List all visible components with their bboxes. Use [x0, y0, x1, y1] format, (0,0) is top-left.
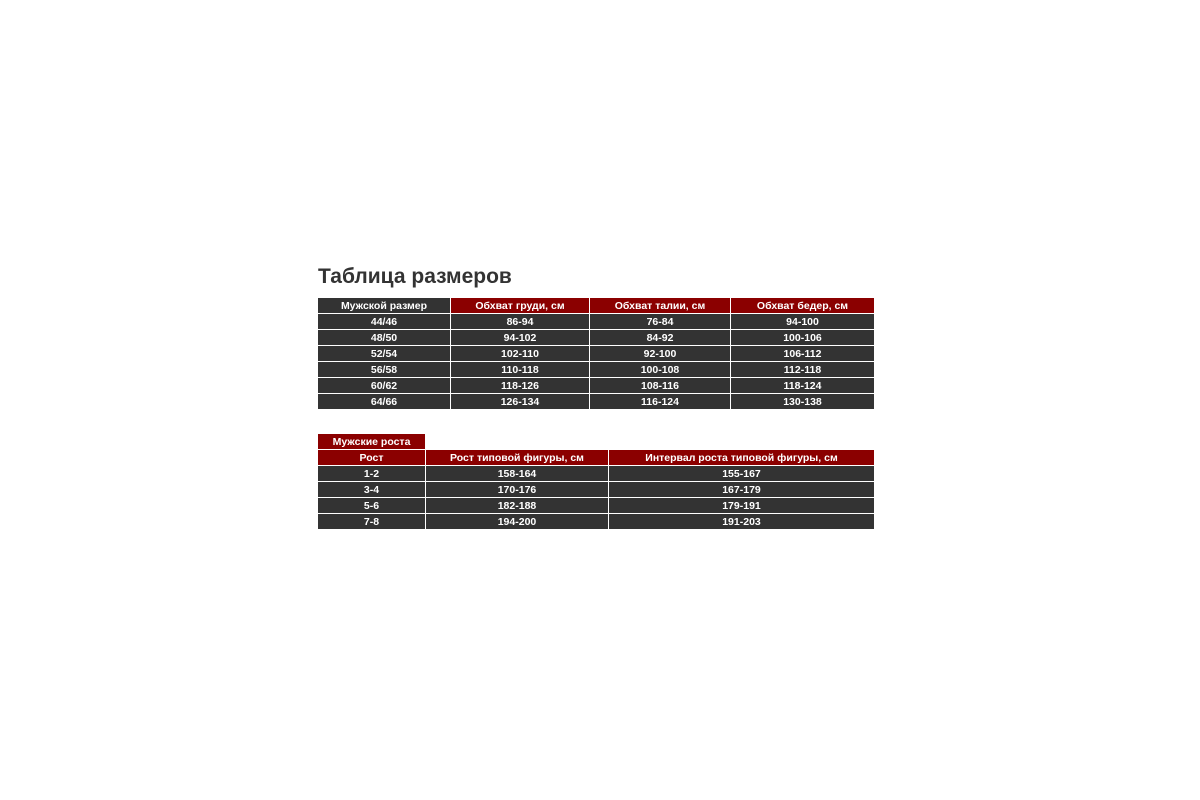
table-header-row — [318, 298, 875, 314]
cell-waist: 84-92 — [590, 330, 731, 346]
cell-height: 3-4 — [318, 482, 426, 498]
mens-size-table — [317, 297, 875, 410]
column-header-height-interval: Интервал роста типовой фигуры, см — [609, 450, 875, 466]
table-row — [318, 394, 875, 410]
cell-size: 60/62 — [318, 378, 451, 394]
cell-chest: 86-94 — [451, 314, 590, 330]
cell-height: 1-2 — [318, 466, 426, 482]
cell-chest: 94-102 — [451, 330, 590, 346]
table-caption: Мужские роста — [318, 434, 426, 450]
cell-chest: 118-126 — [451, 378, 590, 394]
page-title: Таблица размеров — [318, 265, 512, 288]
table-header-row — [318, 450, 875, 466]
cell-size: 48/50 — [318, 330, 451, 346]
caption-spacer — [426, 434, 875, 450]
table-row — [318, 362, 875, 378]
cell-height-interval: 191-203 — [609, 514, 875, 530]
column-header-waist: Обхват талии, см — [590, 298, 731, 314]
column-header-typical-height: Рост типовой фигуры, см — [426, 450, 609, 466]
cell-size: 64/66 — [318, 394, 451, 410]
cell-waist: 92-100 — [590, 346, 731, 362]
cell-hips: 100-106 — [731, 330, 875, 346]
table-row — [318, 330, 875, 346]
cell-waist: 76-84 — [590, 314, 731, 330]
table-row — [318, 346, 875, 362]
cell-height: 7-8 — [318, 514, 426, 530]
cell-chest: 102-110 — [451, 346, 590, 362]
cell-waist: 116-124 — [590, 394, 731, 410]
cell-height-interval: 167-179 — [609, 482, 875, 498]
cell-hips: 118-124 — [731, 378, 875, 394]
cell-typical-height: 158-164 — [426, 466, 609, 482]
column-header-hips: Обхват бедер, см — [731, 298, 875, 314]
table-row — [318, 498, 875, 514]
cell-hips: 94-100 — [731, 314, 875, 330]
cell-chest: 110-118 — [451, 362, 590, 378]
cell-typical-height: 170-176 — [426, 482, 609, 498]
table-caption-row — [318, 434, 875, 450]
cell-waist: 100-108 — [590, 362, 731, 378]
cell-size: 44/46 — [318, 314, 451, 330]
column-header-height: Рост — [318, 450, 426, 466]
table-row — [318, 482, 875, 498]
mens-height-table — [317, 433, 875, 530]
cell-size: 56/58 — [318, 362, 451, 378]
cell-waist: 108-116 — [590, 378, 731, 394]
cell-hips: 130-138 — [731, 394, 875, 410]
cell-height: 5-6 — [318, 498, 426, 514]
cell-chest: 126-134 — [451, 394, 590, 410]
table-row — [318, 514, 875, 530]
column-header-chest: Обхват груди, см — [451, 298, 590, 314]
cell-height-interval: 155-167 — [609, 466, 875, 482]
table-row — [318, 314, 875, 330]
cell-typical-height: 194-200 — [426, 514, 609, 530]
cell-hips: 112-118 — [731, 362, 875, 378]
table-row — [318, 466, 875, 482]
column-header-mens-size: Мужской размер — [318, 298, 451, 314]
cell-typical-height: 182-188 — [426, 498, 609, 514]
table-row — [318, 378, 875, 394]
cell-hips: 106-112 — [731, 346, 875, 362]
cell-size: 52/54 — [318, 346, 451, 362]
cell-height-interval: 179-191 — [609, 498, 875, 514]
